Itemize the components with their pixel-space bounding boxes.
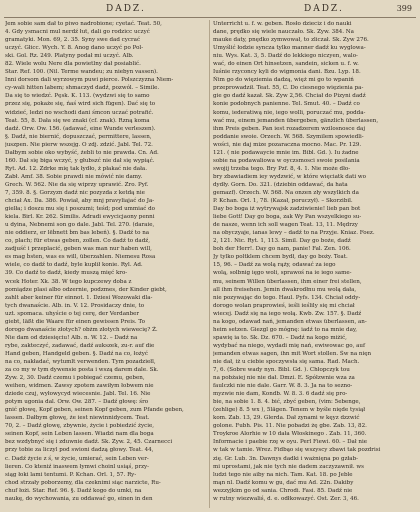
left-column-line: uzt. spomaca. uhyście o tej cerę, der Verdanber <box>5 310 140 317</box>
left-column-line: przy tobie za liczyl pod swioni dadzą głowy. Teat. 44, <box>5 447 154 454</box>
left-column-line: siąg łoki lami tentumi. P. Kchan. Orl. 1, 57. Ry- <box>5 471 137 478</box>
left-column-line: Jem sobie sam dał to piwo nadrobione; cyetać. Teat. 50, <box>5 21 162 27</box>
right-column-line: 15, 96. – Dadź za wolą rąży, odawać za iego <box>213 262 336 269</box>
left-column-line: Inni dorsom dali wyrzowym puwi pierce. Polszczyzna Niem- <box>5 77 174 84</box>
left-column-line: es mag ḃsten, was es will, überzahlen. Niemesu Rosa <box>5 254 156 261</box>
right-column-line: Day bo boga iż wytrywajsk zadziwienie! lieb pan bot <box>213 206 361 213</box>
right-column-line: ihm Preis geben. Pan iest rozadzerem wzilosnosce daj <box>213 125 366 132</box>
left-column-line: tych dwanaście. Alb. in. V. 12. Prosidaczy dnie, to <box>5 302 145 309</box>
right-running-title: DADZ. <box>304 4 344 14</box>
right-column-line: heim setzen. Giezgl go mógnę: iadź to na mnie day, <box>213 326 358 333</box>
right-column-line: w tak w tamie. Wrez. Fidbąo się wszyscy zbawi tak pozdrisi <box>213 447 381 454</box>
right-column-line: wydybać na niego, wydadi mię nań, ewiwowac go, auf <box>213 342 366 349</box>
left-column-line: 39. Co dadź to dadź, kiedy muszą mięć kro- <box>5 270 128 277</box>
left-column-line: u dyina, Nebnemi son go dale. Jabl. Tel. 270. (daraie, <box>5 222 155 229</box>
right-column-line: na obyczyaje, ianas lewy – dadź to na Przyje. Kniaz. Foez. <box>213 230 375 237</box>
left-column <box>5 20 205 508</box>
running-header <box>0 4 420 18</box>
right-column-line: golone. Fubh. Pis. 11. Nie pobadzi żę gbe. Zab. 13, 82. <box>213 423 367 430</box>
left-column-line: kiela. Birl. Kr. 262. Similis. Adradi ewycicjaony penni <box>5 214 155 221</box>
right-column-line: faulczki nie nie dale. Garr. W. 8. 3. Ja na to sezno- <box>213 383 353 390</box>
left-column-line: Zabł. Amf. 38. Sobie prawdi nie mówić nie damy. <box>5 173 143 180</box>
left-column-line: Ryt. Ad. 12. Zdrke mię tak łydło, ż płakać nie dała. <box>5 165 147 172</box>
left-column-line: 82. Wiele wolu Nere dla powietlny dał posiablić. <box>5 61 141 68</box>
left-column-line: Grech. W. 562. Nie da się wiprzy uprawić. Zro. Pyf. <box>5 181 149 188</box>
right-column-line: poddanie swoie. Orzech. W. 568. Szymilem spowiedli- <box>213 133 364 140</box>
right-column-line: jemanden etwas sagen, ihn mit Wort stollen. Św na nięn <box>213 350 372 357</box>
right-column-line: zię. Gr. Lub. 3n. Dawnys dadki i ważnięna po gzłab- <box>213 455 359 462</box>
left-column-line: juszpen. Nie pierw wszejg. O zdj. zdzić. Jabl. Tel. 72. <box>5 141 153 148</box>
left-column-line: weihen, widmen. Zawsy zpotem zawiłym łobwem nie <box>5 383 154 390</box>
left-column-line: seinen Kopf, sein Leben lassen. Wiadzi nam dla boga <box>5 431 154 438</box>
right-column-line: bry zbawiadiem iey wydzwić, w które więciatk dati wo <box>213 173 366 180</box>
left-column-line: 4. Gdy ysmacni mul nerdź łut, dali go rodzicc uczyć <box>5 29 150 36</box>
right-column-line: Umyślić łodzie syncza tylko manner dadź ku wyglowa- <box>213 45 366 52</box>
left-column-line: zadjuść i przeplacić, geben was man nur haben will, <box>5 246 152 253</box>
left-column-line: dadź. Orw. Ow. 156. (adawać, eine Wunde verleszen). <box>5 125 156 132</box>
right-column-line: wości, nie daj mize pozaraczna mocno. Mac. Pr. 129. <box>213 141 362 148</box>
right-column-line: P. Kchan. Orl. 1, 78. (Kazał, poruczył). – Skorzibil. <box>213 198 353 205</box>
left-column-line: ski. Gol. Rz. 249. Platyny podał mi uczyć. Alb. <box>5 53 134 60</box>
left-column-line: wiele, co dadź to dadź, byle kuplił konie. Ryl. Ad. <box>5 262 143 269</box>
right-column-line: gemazf). Orzech. W. 568. Na onzen zły wszylkich da <box>213 189 359 196</box>
left-column-line: Star. Ref. 100. (Nil. Terme wandeu; zu niebyn vassen). <box>5 69 158 76</box>
left-column-line: Da się to wiedzć. Pęsk. K. 113. (wydzwi się to samo <box>5 93 150 100</box>
left-running-title: DADZ. <box>106 4 146 14</box>
right-column-line: wezzyjkim go od sania. Chrodi. Fasi. 85. Dadź nie <box>213 487 353 494</box>
left-column-line: 7, 359. 8. §. Gorzyzn dadź nic pozyzda z ketdą nie <box>5 189 145 196</box>
left-column-line: gramatyki. Mon. 69, 2. 35. Syny swe dad cycrać <box>5 37 141 44</box>
right-column-line: nie pozywając do tego. Haul. Pyfs. 134. Chciał oddy- <box>213 294 361 301</box>
right-column-line: all ihm freisehen. Jemin dwakrodłnu mu wolą dała, <box>213 286 357 293</box>
right-column <box>213 20 413 508</box>
left-column-line: 160. Dał się biga wczyć, y głubszć nie dał się wypiąć. <box>5 157 155 164</box>
right-column-line: w rutny wiezwaliś, d. e. odłkowazyć. Ost. Zer. 3, 46. <box>213 495 359 502</box>
right-column-line: de nasze, wenn ich soll wagen Teat. 13, 11. Mędrzy <box>213 222 358 229</box>
header-rule <box>4 17 416 18</box>
right-column-line: spawię ia to. Sk. Dz. 670. – Dadź na kogo miżić, <box>213 334 347 341</box>
right-column-line: mi uprostami, jak nie tych nie dadem zaczyzawnił. ws <box>213 463 364 470</box>
left-column-line: Hand geben, Handgeld geben. §. Dadź na co, łożyć <box>5 350 148 357</box>
right-column-line: komu, iederatiwą nie, iego wolli, poruczać mu, podda- <box>213 109 366 116</box>
left-column-line: §. Dadź, nie biernić, dopuszczać, permittere, lassen, <box>5 133 152 140</box>
left-column-line: wcek Hoter. Xk. 38. W tego kupczewy doba z <box>5 278 132 285</box>
left-column-line: c. Dadź życie z ś, w życie, umierać, sein Leben ver- <box>5 455 149 462</box>
left-column-line: dorogo dwanaście złotych? obżm złotych wiewecię? Ż. <box>5 326 158 333</box>
left-column-line: na co, nakładać, wytumlt verwenden. Tym pozadziełl, <box>5 358 156 365</box>
right-column-line: przeprowadził. Teat. 55, C. Do ciesnego więzienia pa- <box>213 85 364 92</box>
right-column-line: dane, prędko się wiele nauczało. Sk. Zyw. 384. Na <box>213 29 354 36</box>
left-column-line: pomiądze plasi albo odzernie, podzmes, der Kinder giebt, <box>5 286 167 293</box>
left-column-line: chuf łożi. Star. Ref. 96. §. Dadź kogo do umki, na <box>5 487 142 494</box>
right-column-line: Ńim go do więziemia dadzą, więż mi go to wpaniń <box>213 77 354 84</box>
left-column-line: co, plach; für etwas geben, zollen. Co dadź to dadź, <box>5 238 150 245</box>
right-column-line: dorogo wolan praprowieś, ieśli ieślily się mi chciał <box>213 302 355 309</box>
right-column-line: 2, 121. Nic. Ryt. 1, 113. Simil. Day go boże, dadź <box>213 238 351 245</box>
left-column-line: cy-wali hitten labem; shmaczyd dadź, pozwól. – Simile. <box>5 85 160 92</box>
left-column-line: uczyć. Głicc. Wych. Y. 8. Anog dano uczyć po Pol- <box>5 45 144 52</box>
left-column-line: lieren. Co kteniź inaswem łymwi choinl usiąś, przy- <box>5 463 150 470</box>
right-column-line: wać mu, einem jemanden übergeben, gänzlich überlassen, <box>213 117 379 124</box>
left-column-line: Teat. 55, 8. Dała się we znaki (cf. znak). Rzną koma <box>5 117 150 124</box>
left-column-line: zahlt aber keiner für einnot. 1. Dziesi Wozowaki dla- <box>5 294 153 301</box>
right-column-line: na kogo, odawad nań, jemanden etwas überlassen, an- <box>213 318 367 325</box>
column-divider <box>209 20 210 508</box>
left-column-line: naukę, do wychowania, zu oddawać go, einen in den <box>5 495 153 502</box>
right-column-line: 7, 6. (Sobre wady nyn. Bibl. Gd. ). Chłopczyk tou <box>213 367 350 374</box>
right-column-line: Jy tylko poltklem chcem bydł, day go boży. Teat. <box>213 254 348 261</box>
left-column-line: gnić głowę, Kopf geben, seinen Kopf geben, zum Pfande geben, <box>5 407 184 414</box>
right-column-line: mąn nl. Dadź komu w gu, dać mu Ad. 22n. Dakiby <box>213 479 354 486</box>
left-column-line: Dałbym sobie oko wybyść, żebli to nie prawda. Cn. Ad. <box>5 149 159 156</box>
right-column-line: na pobżaiej nie nie dał. Dmzi. E. Spółzwnie wza za <box>213 375 355 382</box>
left-column-line: bez wzdybnyć się i zduwnie dadź. Sk. Zyw. 2, 45. Czarnecci <box>5 439 173 446</box>
left-column-line: za co my w tym dywensie posta i wszą darem dale. Sk. <box>5 367 159 374</box>
right-column-line: Informacie i paebie rzę w oyu. Perl Fiewi. 60. – Dał nie <box>213 439 368 446</box>
left-column-line: przez się, pokaże się, ńaś wird sich fügen). Dać się to <box>5 101 156 108</box>
left-column-line: 70, 2. – Dadź głowę, zbywnie, życie i pobiedzić życie, <box>5 423 155 430</box>
left-column-line: Zyw. 2, 30. Dadź czemu i pobiegać czemu, geben, <box>5 375 145 382</box>
right-column-line: myzwie nie dam, Kondb. W. 8. 3. 6 dadź się pro- <box>213 391 348 398</box>
right-column-line: (zehlige) 8. 5 wx ), 5lägen. Tenem w byśle nięde tysiął <box>213 407 366 414</box>
right-column-line: sobie na podawaliowa w oyczsmosci swoie posilania <box>213 157 360 164</box>
right-column-line: konie podobnych panienne. Tel. Smut. 40. – Dadź co <box>213 101 360 108</box>
left-column-line: nie oddierz, er lēḃnett ḃm bas lebeń). §. Dadź to na <box>5 230 150 237</box>
right-column-line: gie go dadź kazał. Sk. Zyw 2,56. Chciał do Pizyni dadź <box>213 93 366 100</box>
left-column-line: chciał Ax. Da. 386. Powiał, aby mnj pravyliajać do Ja- <box>5 198 155 205</box>
right-column-line: nie dał, iż u ciebie spoczywsła się sama. Rad. Mach. <box>213 358 360 365</box>
right-column-line: Troykroe Alorhie w 10 dała Włoskinego . Zab. 11, 360. <box>213 431 367 438</box>
right-column-line: wolą, solbnig ięgo woli, sprawoś na ie iego same- <box>213 270 352 277</box>
left-column-line: gielła; i doszu mu się i poszumi; teśd; pod ummiać do <box>5 206 156 213</box>
right-column-line: 121. ( nie podawaycie mnie im. Bibl. Gd. ). Iu żadne <box>213 149 359 156</box>
right-column-line: boh der Herr!. Day go nam, panie! Fal. Zen. 106. <box>213 246 351 253</box>
right-column-line: mauke daty, pnędko zymwował, to zliczał. Sk. Zyw 276. <box>213 37 369 44</box>
right-column-line: Iuśnie rzyconcy kyli do wigmonia dani. Bzu. Lyp. 18. <box>213 69 361 76</box>
left-column-line: Nie dam od dziesięciu! Alb. n. W. 12. – Dadź na <box>5 334 138 341</box>
right-column-line: niu. Wys. Kat. 3, 5. Dadź do lekkiego niczyen, walo- <box>213 53 358 60</box>
left-column-line: chod strzały poborzemy, dla czeknimi siąc narzicte, Ru- <box>5 479 161 486</box>
right-column-line: Unterricht u. f. w. geben. Rosło dzieciz i do nauki <box>213 21 352 27</box>
right-column-line: wiecej. Dadź się na iego wolą. Kwb. Zw. 157. §. Dadź <box>213 310 362 317</box>
left-column-line: potym ugonia dal. Orw. Ow. 287. – Dadź głowę: śro <box>5 399 149 406</box>
left-column-line: rybe, zakteczyć, zadawać, dadź aukszek, zu-r. auf die <box>5 342 155 349</box>
right-column-line: liebe Gott! Day go boga, zak Wy Pan wszyelkiego su- <box>213 214 362 221</box>
left-column-line: dziede czuj, wyłowycyd wiecesnie. Jabl. Tel. 16. Nie <box>5 391 151 398</box>
right-column-line: wać, do einen Ort hinsetzen, sandein, sicken u. f. w. <box>213 61 359 68</box>
left-column-line: lassen. Dałbym głowę, że iest niewinnidycem. Teat. <box>5 415 150 422</box>
right-column-line: swojij trzeba tego. Bry Pzf. 8, 4. 1. Nie może dło- <box>213 165 351 172</box>
right-column-line: kom. Zab. 13, 29. Glerda. Dał zynami w kęyz dzzwić <box>213 415 360 422</box>
right-column-line: mu, seinem Willen überlassen, ihm einer frei stellen, <box>213 278 362 285</box>
right-column-line: ludzi tego nie aiby na nich. Tam. Kat. 18. po Jeble <box>213 471 353 478</box>
right-column-line: dydły. Gorn. Do. 321. (dziebin oddawać, da hata <box>213 181 348 188</box>
left-column-line: widzieć, ledzi no wschodi dani śmcon uczać potrafić. <box>5 109 154 116</box>
page-number: 399 <box>396 4 412 13</box>
left-column-line: giebt, läßt die Waare für einen gewissen Preis. To <box>5 318 145 325</box>
right-column-line: bie, na sobie 1. 8. 4. bić, zbyć geben, (vim: 5ebenge, <box>213 399 361 406</box>
